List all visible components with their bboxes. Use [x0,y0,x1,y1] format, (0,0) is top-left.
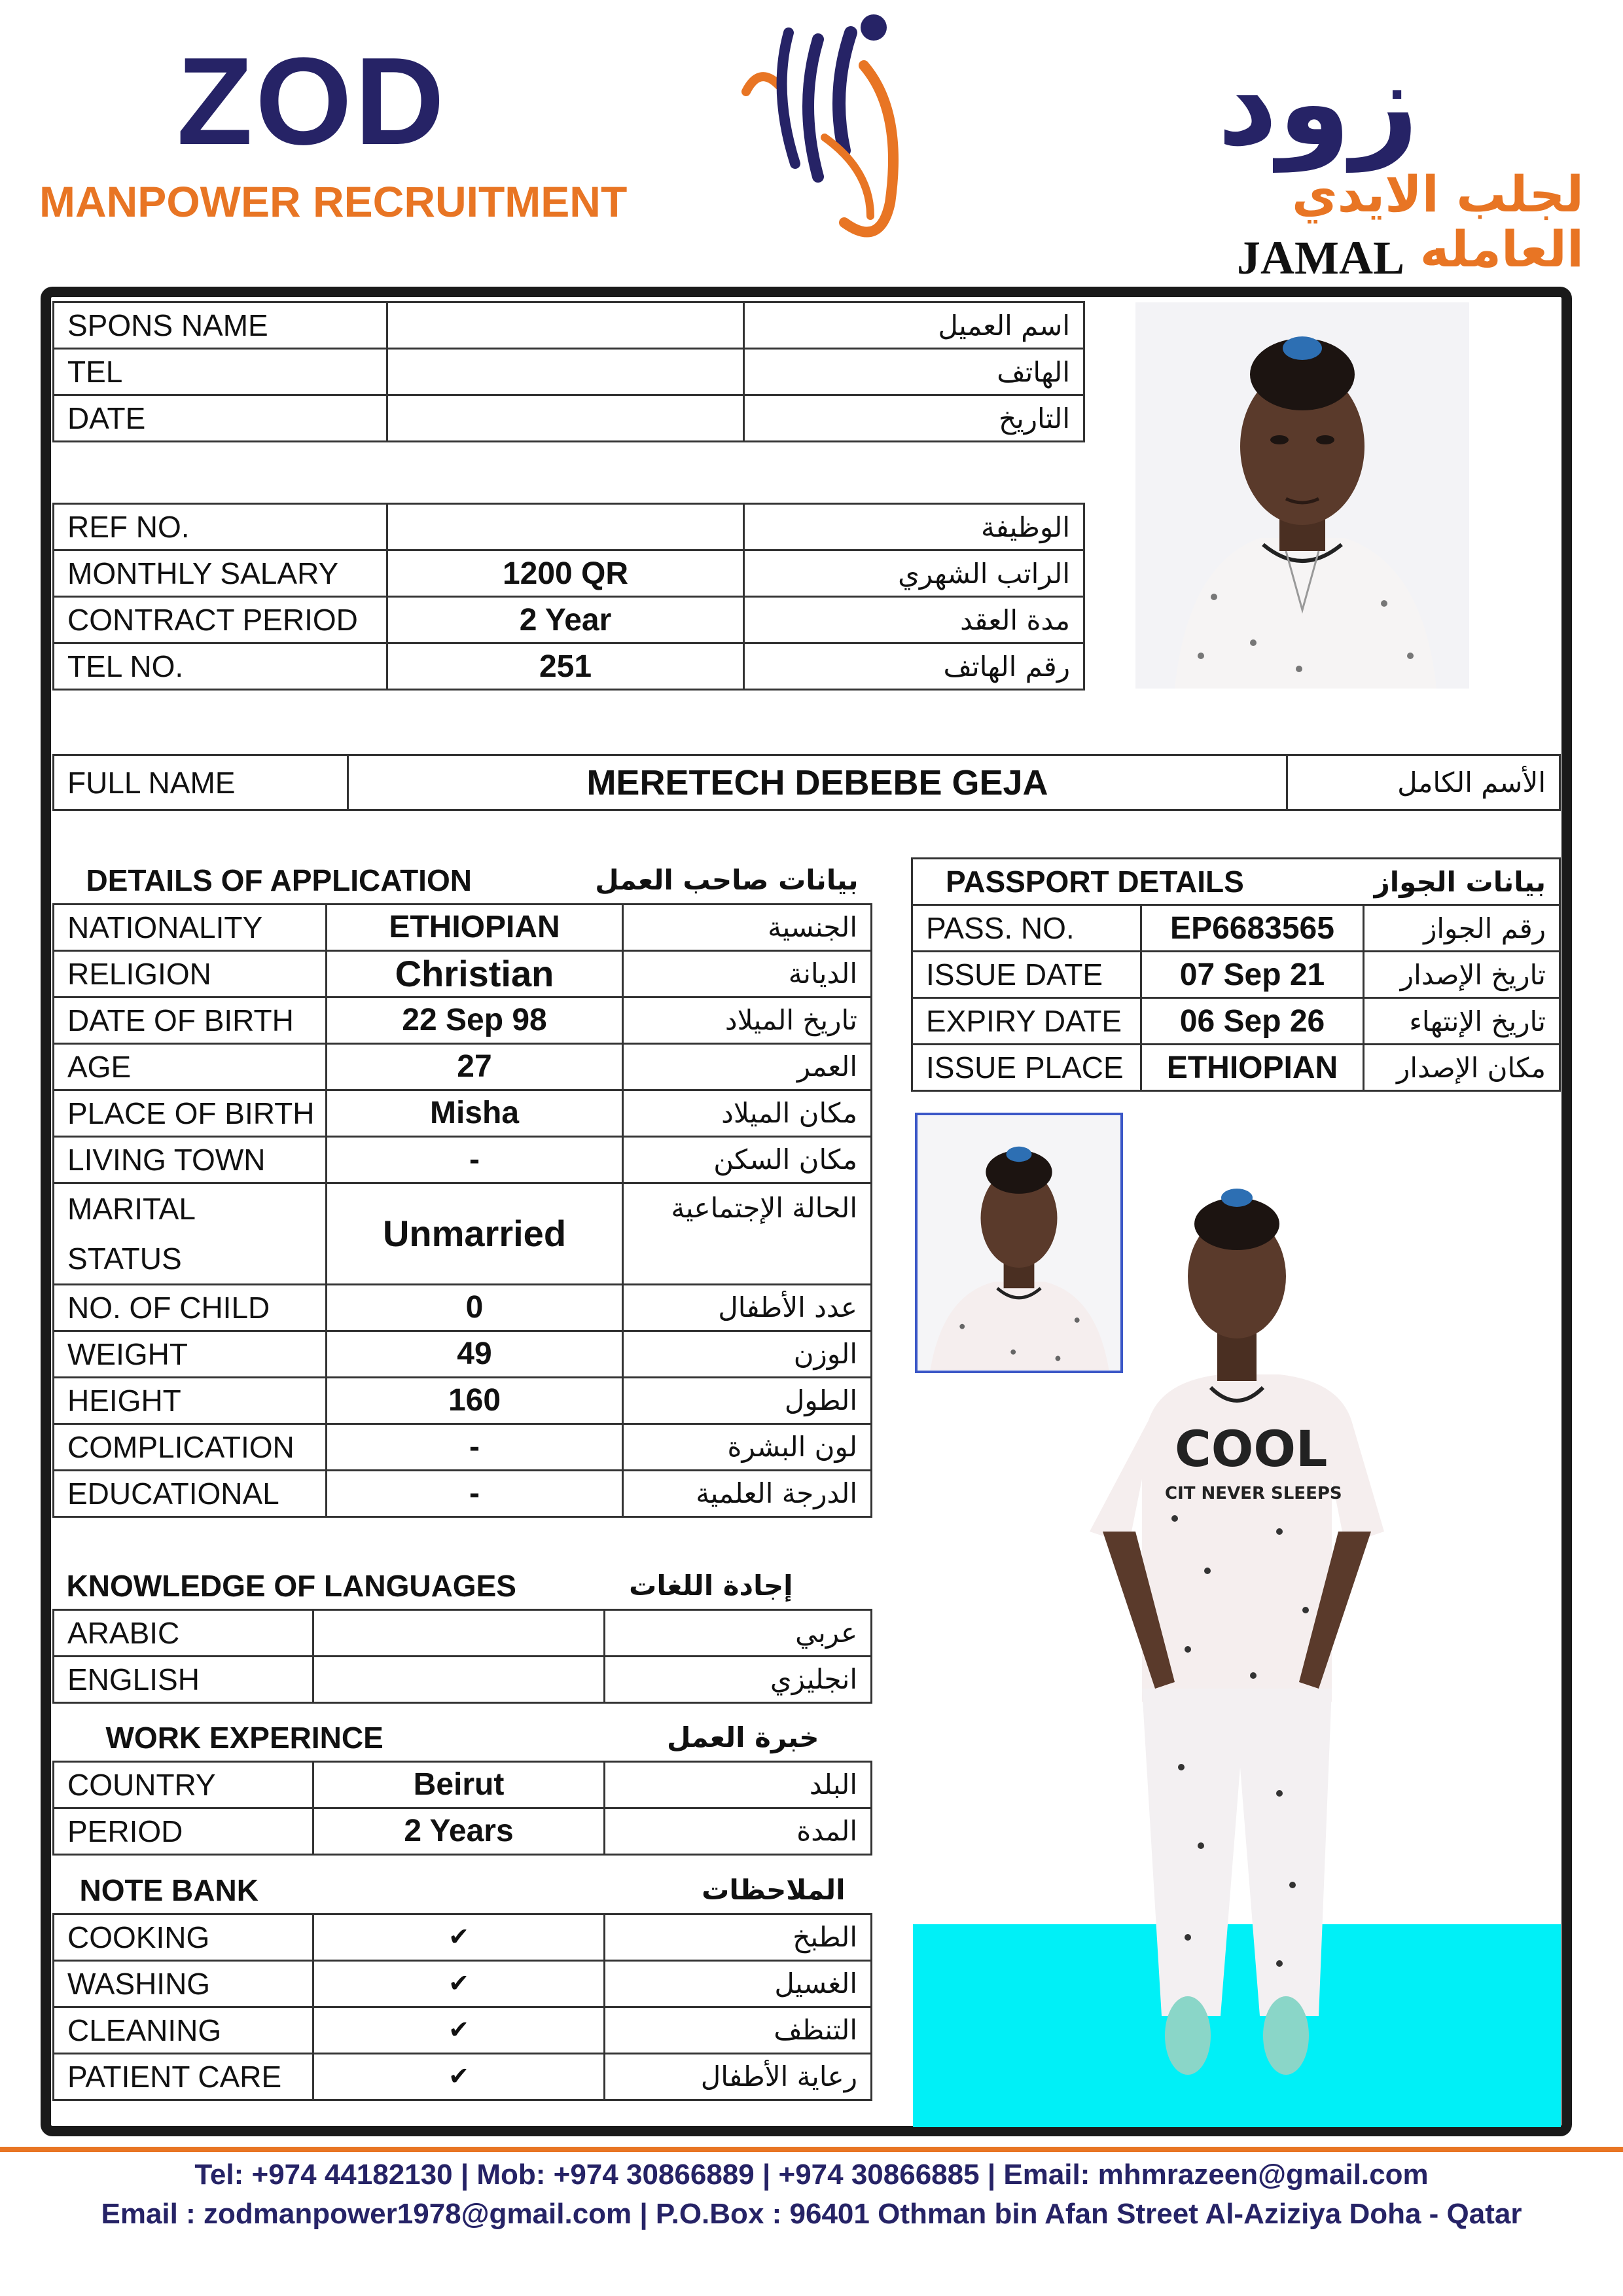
passport-number-value: EP6683565 [1141,905,1364,952]
marital-status-value: Unmarried [327,1183,623,1284]
monthly-salary-value: 1200 QR [387,550,744,597]
cooking-check-icon: ✔ [313,1914,605,1960]
table-row [54,755,1560,810]
row-label: EDUCATIONAL [54,1470,327,1516]
section-title: DETAILS OF APPLICATION [86,863,472,897]
section-header [912,859,1560,905]
section-header [54,1715,872,1761]
table-row [54,550,1084,597]
contract-period-value: 2 Year [387,597,744,643]
row-label-arabic: الوظيفة [744,504,1084,550]
footer-contact-line: Tel: +974 44182130 | Mob: +974 30866889 | +974 30866885 | Email: mhmrazeen@gmail.com [194,2159,1429,2191]
row-label-arabic: العمر [623,1043,872,1090]
row-label-arabic: البلد [605,1761,872,1808]
table-row [54,1183,872,1284]
expiry-date-value: 06 Sep 26 [1141,998,1364,1045]
row-label: ISSUE PLACE [912,1045,1141,1091]
row-label: PLACE OF BIRTH [54,1090,327,1136]
experience-period-value: 2 Years [313,1808,605,1854]
table-row [54,643,1084,690]
row-label-arabic: التاريخ [744,395,1084,442]
table-row [54,904,872,950]
full-name-value: MERETECH DEBEBE GEJA [348,755,1287,810]
tel-no-value: 251 [387,643,744,690]
height-value: 160 [327,1377,623,1424]
company-logo [733,7,929,262]
row-label: TEL [54,349,387,395]
english-level-field[interactable] [313,1656,605,1702]
washing-check-icon: ✔ [313,1960,605,2007]
row-label-arabic: عربي [605,1609,872,1656]
section-header [54,1563,872,1609]
table-row [54,950,872,997]
date-of-birth-value: 22 Sep 98 [327,997,623,1043]
row-label-arabic: تاريخ الميلاد [623,997,872,1043]
table-row [912,1045,1560,1091]
section-title-arabic: بيانات الجواز [1364,859,1560,905]
row-label: AGE [54,1043,327,1090]
nationality-value: ETHIOPIAN [327,904,623,950]
row-label-arabic: الأسم الكامل [1287,755,1560,810]
row-label: PASS. NO. [912,905,1141,952]
issue-date-value: 07 Sep 21 [1141,952,1364,998]
brand-tagline: MANPOWER RECRUITMENT [39,177,628,226]
row-label: DATE [54,395,387,442]
row-label-arabic: التنظف [605,2007,872,2053]
weight-value: 49 [327,1331,623,1377]
table-row [54,349,1084,395]
table-row [54,1284,872,1331]
table-row [54,997,872,1043]
row-label-arabic: المدة [605,1808,872,1854]
section-title-arabic: إجادة اللغات [629,1570,793,1602]
row-label-arabic: مكان الإصدار [1364,1045,1560,1091]
arabic-level-field[interactable] [313,1609,605,1656]
row-label-arabic: لون البشرة [623,1424,872,1470]
table-row [54,395,1084,442]
row-label-arabic: الطبخ [605,1914,872,1960]
row-label-arabic: مدة العقد [744,597,1084,643]
agent-name: JAMAL [1237,232,1404,284]
section-header [54,857,872,904]
row-label: FULL NAME [54,755,348,810]
experience-country-value: Beirut [313,1761,605,1808]
table-row [54,1136,872,1183]
row-label: ENGLISH [54,1656,313,1702]
ref-no-field[interactable] [387,504,744,550]
table-row [912,952,1560,998]
row-label-arabic: الديانة [623,950,872,997]
shirt-text: COOL [1175,1420,1328,1478]
table-row [912,998,1560,1045]
row-label: MARITAL [67,1191,196,1226]
living-town-value: - [327,1136,623,1183]
table-row [54,302,1084,349]
table-row [54,1331,872,1377]
religion-value: Christian [327,950,623,997]
place-of-birth-value: Misha [327,1090,623,1136]
table-row [54,1377,872,1424]
row-label-arabic: رقم الجواز [1364,905,1560,952]
section-title-arabic: خبرة العمل [667,1721,819,1754]
row-label-arabic: انجليزي [605,1656,872,1702]
row-label: PERIOD [54,1808,313,1854]
row-label-arabic: الهاتف [744,349,1084,395]
table-row [54,1960,872,2007]
row-label-arabic: تاريخ الإنتهاء [1364,998,1560,1045]
experience-table [52,1715,872,1856]
section-title-arabic: الملاحظات [702,1874,846,1907]
row-label-arabic: الدرجة العلمية [623,1470,872,1516]
table-row [54,1090,872,1136]
section-header [54,1867,872,1914]
marital-status-label [54,1183,327,1284]
row-label: STATUS [67,1241,182,1276]
row-label-arabic: رعاية الأطفال [605,2053,872,2100]
row-label-arabic: اسم العميل [744,302,1084,349]
row-label-arabic: الجنسية [623,904,872,950]
row-label: TEL NO. [54,643,387,690]
row-label-arabic: الراتب الشهري [744,550,1084,597]
passport-table [911,857,1561,1092]
brand-title: ZOD [177,32,448,171]
row-label: REF NO. [54,504,387,550]
row-label: NATIONALITY [54,904,327,950]
shirt-subtext: CIT NEVER SLEEPS [1165,1484,1342,1503]
row-label-arabic: تاريخ الإصدار [1364,952,1560,998]
children-value: 0 [327,1284,623,1331]
languages-table [52,1563,872,1704]
row-label: DATE OF BIRTH [54,997,327,1043]
section-title: KNOWLEDGE OF LANGUAGES [66,1568,516,1603]
row-label: WASHING [54,1960,313,2007]
table-row [54,2053,872,2100]
row-label: HEIGHT [54,1377,327,1424]
age-value: 27 [327,1043,623,1090]
table-row [54,1914,872,1960]
complication-value: - [327,1424,623,1470]
row-label: ISSUE DATE [912,952,1141,998]
section-title-arabic: بيانات صاحب العمل [595,864,859,897]
row-label: ARABIC [54,1609,313,1656]
row-label: MONTHLY SALARY [54,550,387,597]
issue-place-value: ETHIOPIAN [1141,1045,1364,1091]
row-label-arabic: الوزن [623,1331,872,1377]
table-row [54,504,1084,550]
row-label: NO. OF CHILD [54,1284,327,1331]
row-label-arabic: عدد الأطفال [623,1284,872,1331]
row-label: RELIGION [54,950,327,997]
table-row [54,1609,872,1656]
table-row [54,1808,872,1854]
row-label: LIVING TOWN [54,1136,327,1183]
row-label: CONTRACT PERIOD [54,597,387,643]
sponsor-tel-field[interactable] [387,349,744,395]
table-row [54,597,1084,643]
row-label: EXPIRY DATE [912,998,1141,1045]
table-row [54,2007,872,2053]
footer-divider [0,2147,1623,2152]
sponsor-table [52,301,1085,442]
job-table [52,503,1085,691]
footer-address-line: Email : zodmanpower1978@gmail.com | P.O.Box : 96401 Othman bin Afan Street Al-Aziziya Doha - Qatar [101,2198,1522,2230]
sponsor-date-field[interactable] [387,395,744,442]
table-row [54,1424,872,1470]
row-label: COMPLICATION [54,1424,327,1470]
full-name-table [52,754,1561,811]
row-label: WEIGHT [54,1331,327,1377]
portrait-photo [1135,302,1469,689]
row-label-arabic: مكان السكن [623,1136,872,1183]
section-title: WORK EXPERINCE [105,1720,383,1755]
application-table [52,857,872,1518]
table-row [54,1470,872,1516]
section-title: PASSPORT DETAILS [912,859,1364,905]
educational-value: - [327,1470,623,1516]
patient-care-check-icon: ✔ [313,2053,605,2100]
row-label: COOKING [54,1914,313,1960]
row-label-arabic: الطول [623,1377,872,1424]
section-title: NOTE BANK [79,1873,259,1907]
table-row [54,1656,872,1702]
row-label: PATIENT CARE [54,2053,313,2100]
note-bank-table [52,1867,872,2101]
cleaning-check-icon: ✔ [313,2007,605,2053]
passport-photo [915,1113,1123,1373]
row-label: SPONS NAME [54,302,387,349]
row-label-arabic: الحالة الإجتماعية [623,1183,872,1284]
row-label-arabic: رقم الهاتف [744,643,1084,690]
table-row [912,905,1560,952]
row-label: CLEANING [54,2007,313,2053]
brand-title-arabic: زود [1217,35,1419,172]
brand-tagline-arabic: لجلب الايدي العامله [1292,165,1584,278]
sponsor-name-field[interactable] [387,302,744,349]
row-label: COUNTRY [54,1761,313,1808]
table-row [54,1761,872,1808]
row-label-arabic: مكان الميلاد [623,1090,872,1136]
row-label-arabic: الغسيل [605,1960,872,2007]
table-row [54,1043,872,1090]
